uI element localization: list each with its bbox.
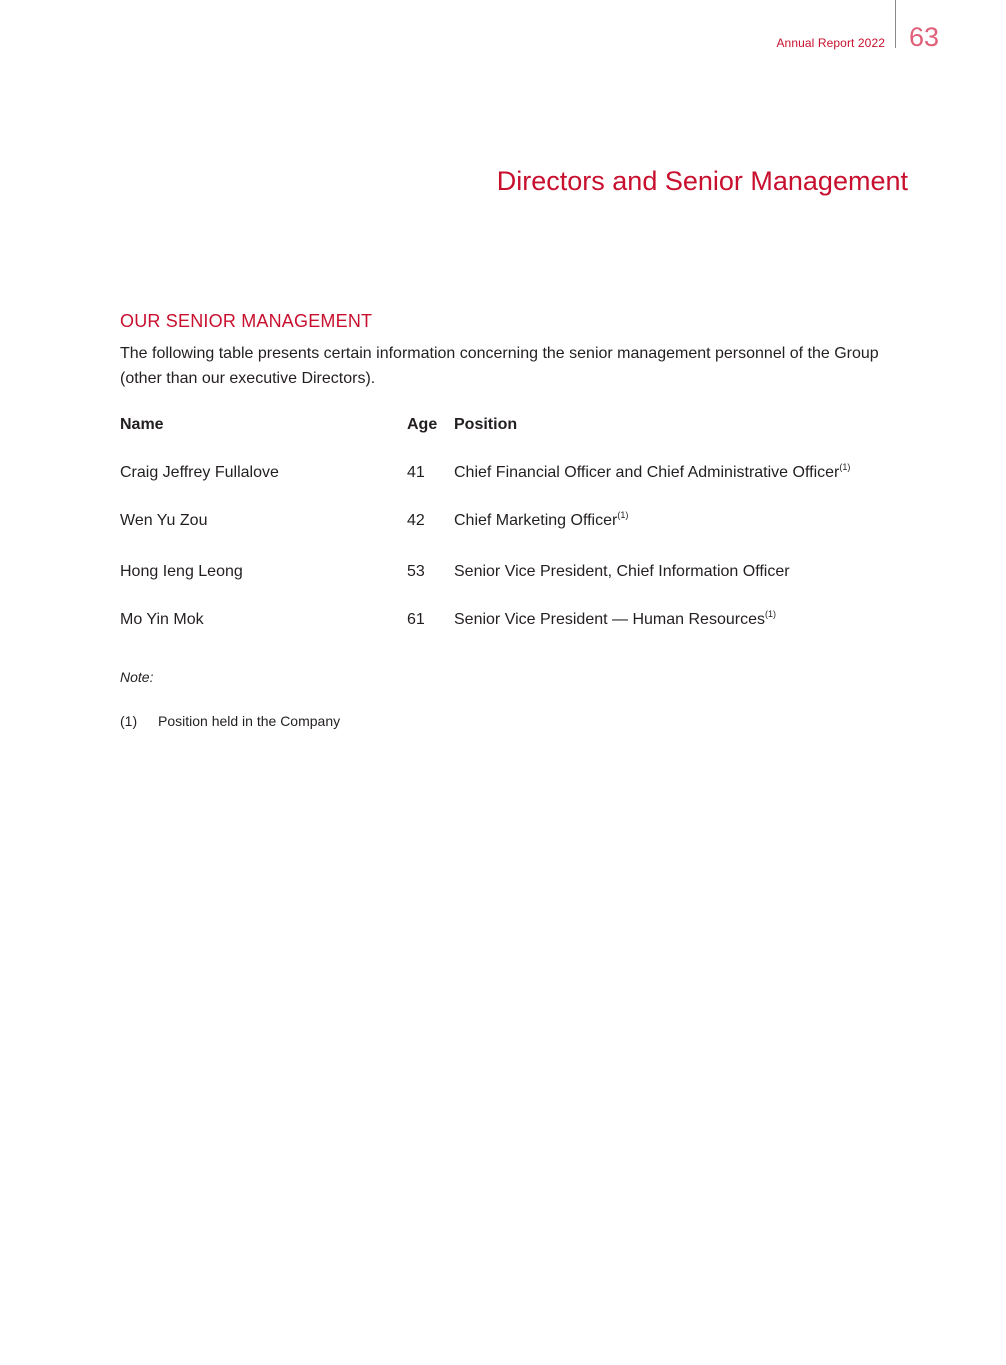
header-divider: [895, 0, 896, 48]
report-title: Annual Report 2022: [776, 36, 885, 50]
table-row: [120, 563, 920, 581]
position-text: Chief Marketing Officer: [454, 512, 618, 529]
row-age: 42: [407, 512, 425, 529]
row-age: 41: [407, 464, 425, 481]
intro-paragraph: The following table presents certain information concerning the senior management personnel of the Group (other than our executive Directors).: [120, 345, 879, 387]
row-name: Wen Yu Zou: [120, 512, 208, 529]
footnote-text: Position held in the Company: [158, 713, 341, 729]
position-text: Senior Vice President, Chief Information Officer: [454, 563, 790, 580]
position-text: Senior Vice President — Human Resources: [454, 611, 765, 628]
row-name: Craig Jeffrey Fullalove: [120, 464, 279, 481]
footnote-marker: (1): [617, 510, 629, 520]
footnote-number: (1): [120, 713, 138, 729]
row-position: [454, 512, 920, 530]
row-age: 61: [407, 611, 425, 628]
row-name: Hong Ieng Leong: [120, 563, 243, 580]
footnote-marker: (1): [764, 609, 776, 619]
header-name: Name: [120, 416, 164, 433]
header-position: Position: [454, 416, 518, 433]
page-number: 63: [909, 22, 940, 52]
header-age: Age: [407, 416, 438, 433]
position-text: Chief Financial Officer and Chief Administrative Officer: [454, 464, 840, 481]
table-row: [120, 611, 920, 629]
page-title: Directors and Senior Management: [496, 166, 908, 196]
footnote: [120, 713, 340, 729]
table-row: [120, 464, 920, 482]
row-position: [454, 611, 920, 629]
row-age: 53: [407, 563, 425, 580]
footnote-marker: (1): [839, 462, 851, 472]
table-header-row: [120, 416, 920, 434]
note-label: Note:: [120, 669, 154, 685]
row-position: [454, 464, 920, 482]
table-row: [120, 512, 920, 530]
row-name: Mo Yin Mok: [120, 611, 204, 628]
section-heading: OUR SENIOR MANAGEMENT: [120, 311, 373, 331]
row-position: [454, 563, 920, 581]
